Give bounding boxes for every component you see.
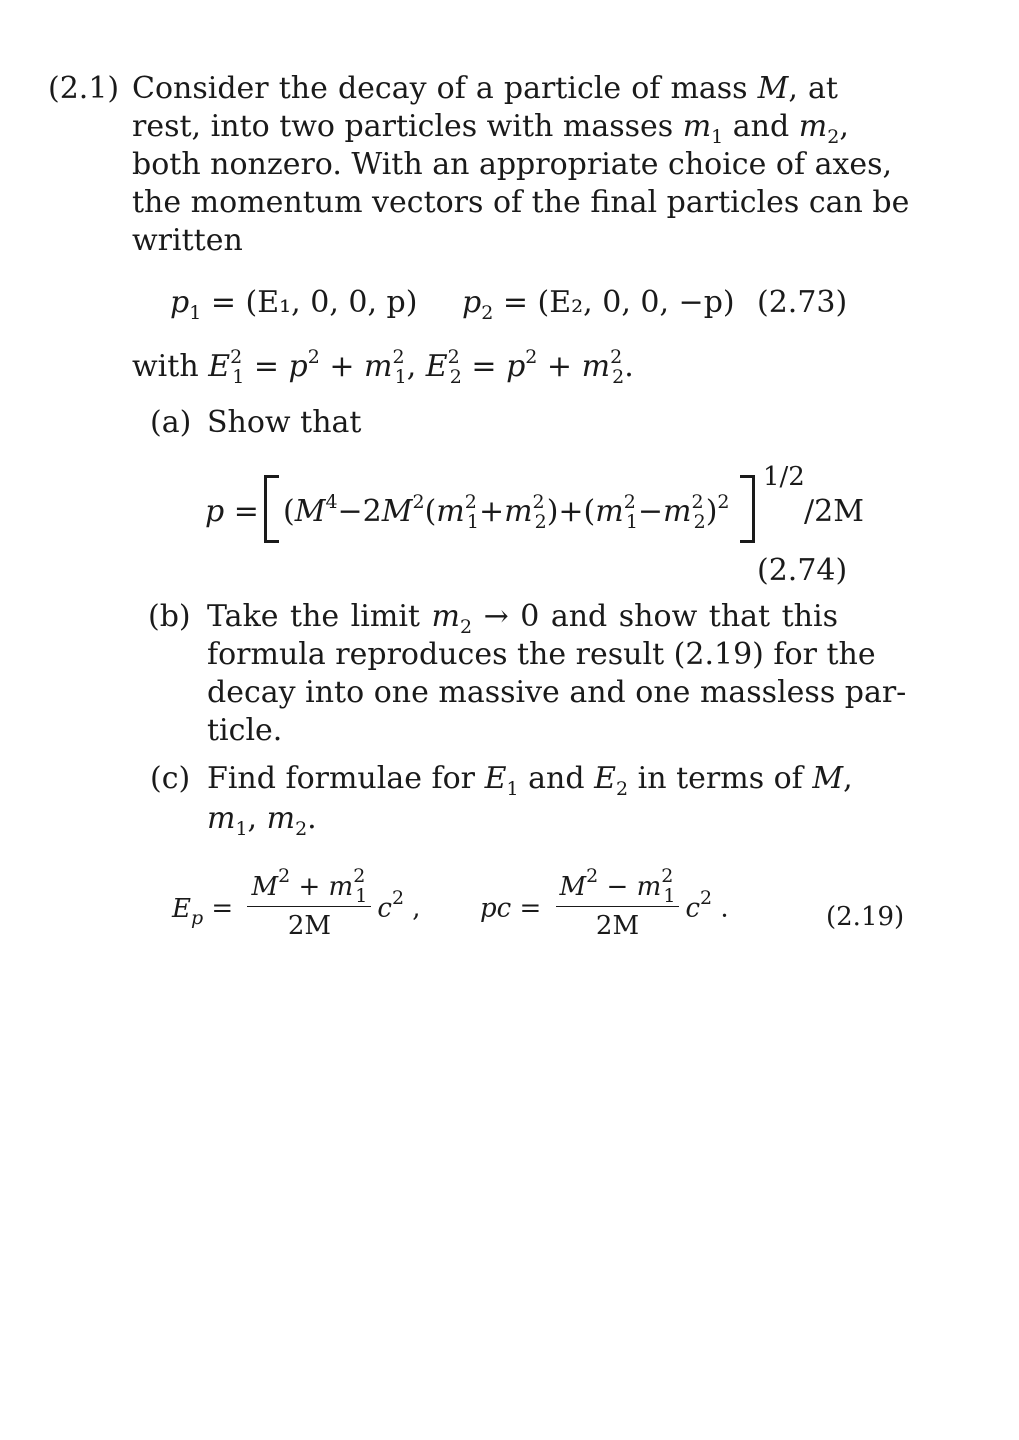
part-b-line-3: decay into one massive and one massless par- [207,675,907,710]
equation-number-2-19: (2.19) [826,902,905,932]
equation-p2: $p_2 = (E_2$, 0, 0, −p) [462,285,735,324]
energy-relations: with $E^2_1 = p^2 + m^2_1$, $E^2_2 = p^2 + m^2_2$. [132,346,634,388]
equation-number-2-74: (2.74) [757,553,848,588]
part-b-line-4: ticle. [207,713,283,748]
problem-number: (2.1) [48,71,120,106]
part-c-label: (c) [150,761,191,796]
part-c-line-2: $m_1$, $m_2$. [207,801,317,840]
part-b-line-2: formula reproduces the result (2.19) for the [207,637,876,672]
part-b-line-1: Take the limit $m_2 \to 0$ and show that this [207,599,838,638]
equation-2-74-body: ($M^4-2M^2(m^2_1+m^2_2)+(m^2_1-m^2_2)^2$ [283,491,730,533]
intro-line-3: both nonzero. With an appropriate choice of axes, [132,147,893,182]
equation-2-19-energy: $E_p$ = $\frac{M^2 + m^2_1}{2M}$ $c^2$ , [172,865,421,941]
equation-p1: $p_1 = (E_1$, 0, 0, p) [170,285,418,324]
part-a-text: Show that [207,405,362,440]
equation-2-74-exponent: 1/2 [763,462,805,492]
equation-p-lhs: p = [205,494,259,529]
part-a-label: (a) [150,405,192,440]
intro-line-4: the momentum vectors of the final particles can be [132,185,910,220]
equation-number-2-73: (2.73) [757,285,848,320]
part-b-label: (b) [148,599,191,634]
intro-line-2: rest, into two particles with masses $m_1$ and $m_2$, [132,109,849,148]
equation-2-19-momentum: pc = $\frac{M^2 - m^2_1}{2M}$ $c^2$ . [480,865,729,941]
intro-line-5: written [132,223,243,258]
intro-line-1: Consider the decay of a particle of mass M, at [132,71,838,106]
equation-2-74-tail: /2M [804,494,864,529]
part-c-line-1: Find formulae for $E_1$ and $E_2$ in terms of M, [207,761,853,800]
left-bracket [264,475,279,543]
right-bracket [740,475,755,543]
